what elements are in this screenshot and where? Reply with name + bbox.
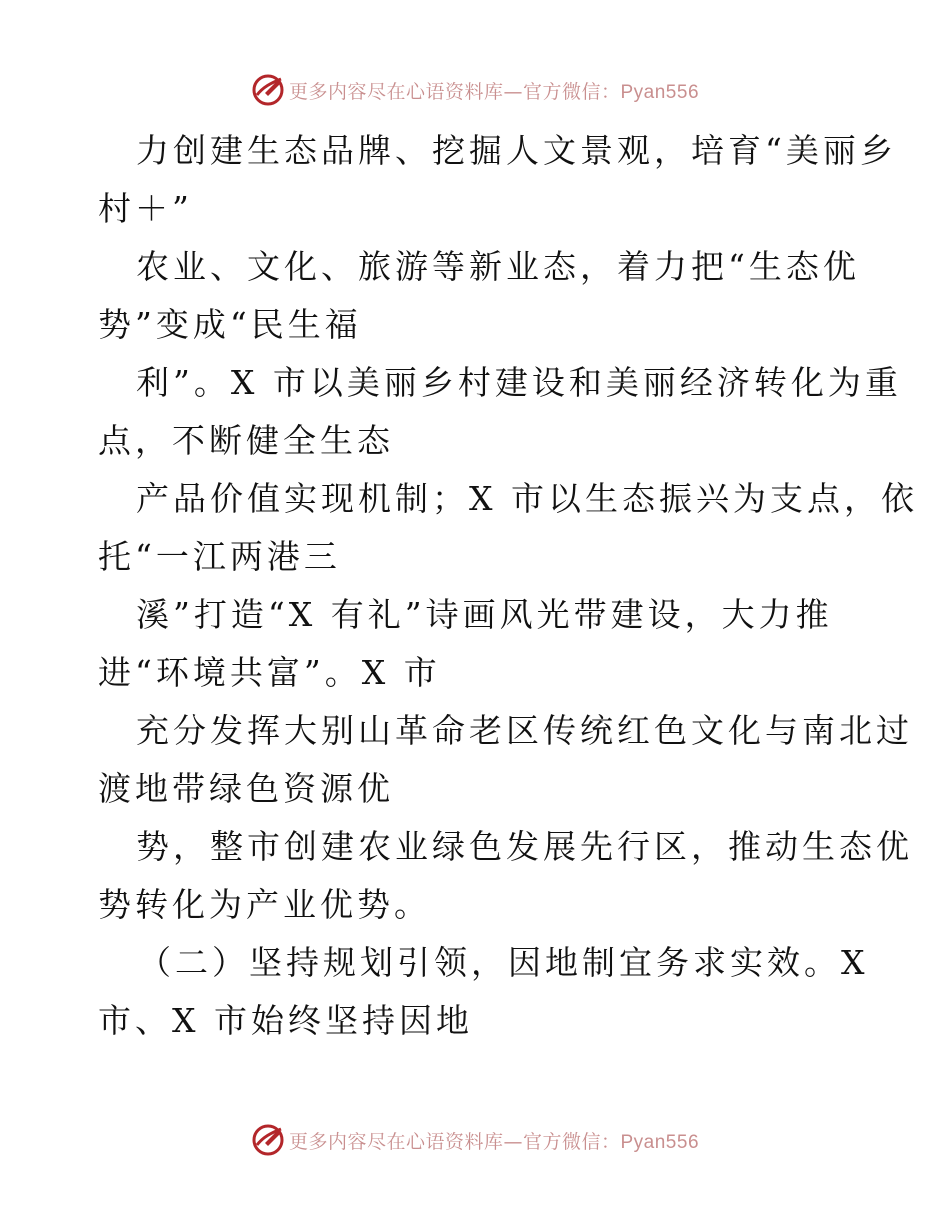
footer-banner-text-en: Pyan556 — [620, 1131, 700, 1153]
body-line-16: 市、X 市始终坚持因地 — [98, 1001, 473, 1040]
body-line-14: 势转化为产业优势。 — [98, 885, 431, 924]
footer-banner-text — [289, 1127, 699, 1154]
body-line-8: 托“一江两港三 — [98, 537, 341, 576]
pen-circle-logo-icon — [251, 1123, 285, 1157]
body-line-11: 充分发挥大别山革命老区传统红色文化与南北过 — [136, 711, 913, 750]
header-banner-text — [289, 77, 699, 104]
body-line-3: 农业、文化、旅游等新业态，着力把“生态优 — [136, 247, 860, 286]
header-banner-text-cn: 更多内容尽在心语资料库—官方微信： — [288, 80, 621, 103]
footer-banner-text-cn: 更多内容尽在心语资料库—官方微信： — [288, 1130, 621, 1153]
body-line-13: 势，整市创建农业绿色发展先行区，推动生态优 — [136, 827, 913, 866]
body-line-6: 点，不断健全生态 — [98, 421, 394, 460]
body-line-4: 势”变成“民生福 — [98, 305, 362, 344]
body-line-5: 利”。X 市以美丽乡村建设和美丽经济转化为重 — [136, 363, 902, 402]
header-banner — [0, 70, 950, 110]
body-line-7: 产品价值实现机制；X 市以生态振兴为支点，依 — [136, 479, 918, 518]
body-line-1: 力创建生态品牌、挖掘人文景观，培育“美丽乡 — [136, 131, 897, 170]
footer-banner — [0, 1120, 950, 1160]
body-line-15: （二）坚持规划引领，因地制宜务求实效。X — [138, 943, 869, 982]
body-line-2: 村＋” — [98, 189, 193, 228]
header-banner-text-en: Pyan556 — [620, 81, 700, 103]
document-body — [98, 122, 918, 1050]
pen-circle-logo-icon — [251, 73, 285, 107]
body-line-10: 进“环境共富”。X 市 — [98, 653, 441, 692]
body-line-12: 渡地带绿色资源优 — [98, 769, 394, 808]
body-line-9: 溪”打造“X 有礼”诗画风光带建设，大力推 — [136, 595, 833, 634]
